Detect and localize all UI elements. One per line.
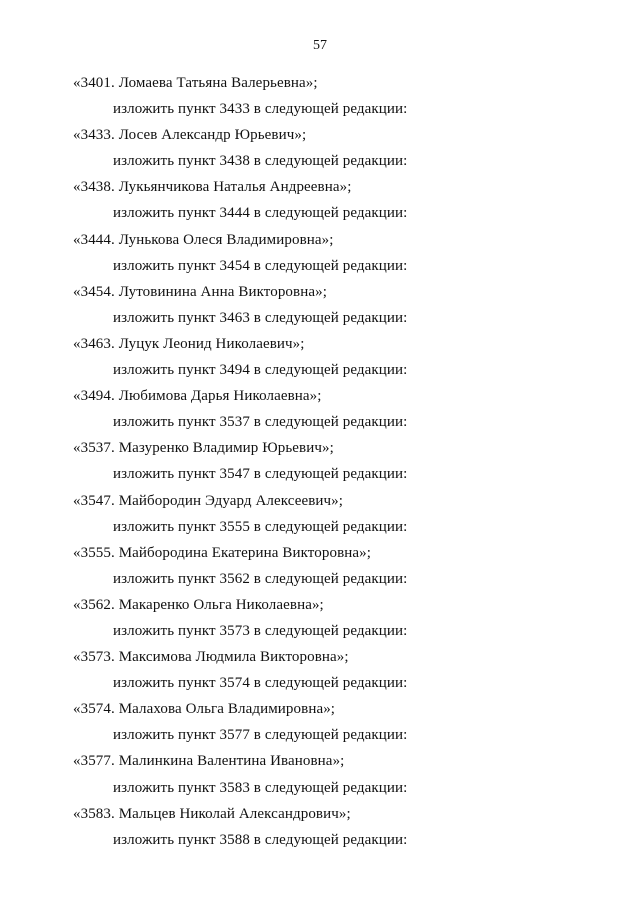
document-line: «3573. Максимова Людмила Викторовна»; [73,649,349,666]
document-line: изложить пункт 3444 в следующей редакции: [113,205,408,222]
document-line: «3438. Лукьянчикова Наталья Андреевна»; [73,179,352,196]
document-line: «3454. Лутовинина Анна Викторовна»; [73,283,327,300]
document-line: «3577. Малинкина Валентина Ивановна»; [73,753,345,770]
document-line: изложить пункт 3463 в следующей редакции: [113,309,408,326]
document-line: «3555. Майбородина Екатерина Викторовна»; [73,544,371,561]
document-line: «3583. Мальцев Николай Александрович»; [73,805,351,822]
document-body [0,70,640,853]
document-line: «3562. Макаренко Ольга Николаевна»; [73,596,324,613]
document-line: изложить пункт 3454 в следующей редакции: [113,257,408,274]
document-line: изложить пункт 3577 в следующей редакции: [113,727,408,744]
document-line: изложить пункт 3574 в следующей редакции: [113,675,408,692]
document-line: «3433. Лосев Александр Юрьевич»; [73,127,307,144]
document-line: изложить пункт 3494 в следующей редакции: [113,362,408,379]
document-line: изложить пункт 3555 в следующей редакции: [113,518,408,535]
page-number: 57 [313,38,327,53]
document-line: «3494. Любимова Дарья Николаевна»; [73,388,322,405]
document-line: изложить пункт 3588 в следующей редакции: [113,831,408,848]
document-line: изложить пункт 3438 в следующей редакции: [113,153,408,170]
document-line: «3401. Ломаева Татьяна Валерьевна»; [73,75,318,91]
document-line: изложить пункт 3562 в следующей редакции: [113,570,408,587]
document-line: изложить пункт 3547 в следующей редакции: [113,466,408,483]
document-line: «3574. Малахова Ольга Владимировна»; [73,701,336,718]
document-line: «3463. Луцук Леонид Николаевич»; [73,335,305,352]
document-line: изложить пункт 3583 в следующей редакции: [113,779,408,796]
document-line: «3547. Майбородин Эдуард Алексеевич»; [73,492,344,509]
document-line: «3537. Мазуренко Владимир Юрьевич»; [73,440,334,457]
document-line: изложить пункт 3537 в следующей редакции: [113,414,408,431]
document-line: изложить пункт 3573 в следующей редакции: [113,622,408,639]
document-line: «3444. Лунькова Олеся Владимировна»; [73,231,334,248]
document-line: изложить пункт 3433 в следующей редакции: [113,101,408,118]
